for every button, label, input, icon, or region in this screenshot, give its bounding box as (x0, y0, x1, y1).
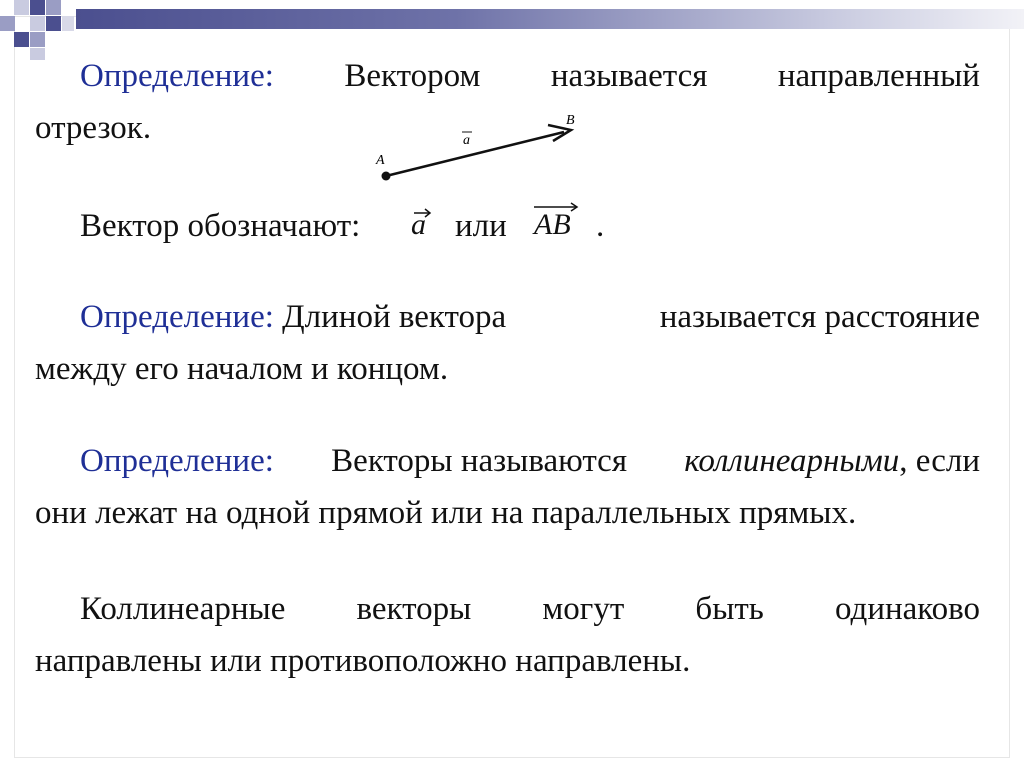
definition-collinear-line1 (80, 437, 980, 485)
or-word: или (455, 208, 507, 244)
length-rest: называется расстояние (659, 299, 980, 335)
point-b-label: B (566, 113, 575, 128)
definition-label: Определение: (80, 58, 274, 94)
vector-label: a (463, 133, 470, 148)
collinear-direction-line1: Коллинеарные векторы могут быть одинаково (80, 591, 980, 627)
vector-symbol-ab: AB (534, 208, 571, 241)
point-a-label: A (376, 153, 385, 168)
collinear-term: коллинеарными (684, 443, 900, 479)
definition-vector-line1 (80, 52, 980, 100)
length-term: Длиной вектора (282, 299, 507, 335)
period: . (596, 208, 605, 244)
collinear-direction-line2: направлены или противоположно направлены. (35, 643, 691, 679)
word: Вектором (344, 58, 481, 94)
definition-collinear-line2: они лежат на одной прямой или на параллельных прямых. (35, 495, 857, 531)
definition-length-line1 (80, 293, 980, 341)
definition-label: Определение: (80, 299, 274, 335)
vector-start-point (382, 172, 391, 181)
word: называется (550, 58, 708, 94)
vector-ab-figure (370, 108, 590, 188)
definition-vector-line2: отрезок. (35, 110, 152, 146)
collinear-end: , если (899, 443, 980, 479)
definition-label: Определение: (80, 443, 274, 479)
top-gradient-bar (76, 9, 1024, 29)
vector-segment (386, 132, 564, 176)
vector-notation-prefix: Вектор обозначают: (80, 208, 361, 244)
vector-symbol-a: a (411, 208, 426, 241)
definition-length-line2: между его началом и концом. (35, 351, 449, 387)
word: направленный (777, 58, 980, 94)
collinear-mid: Векторы называются (331, 443, 627, 479)
